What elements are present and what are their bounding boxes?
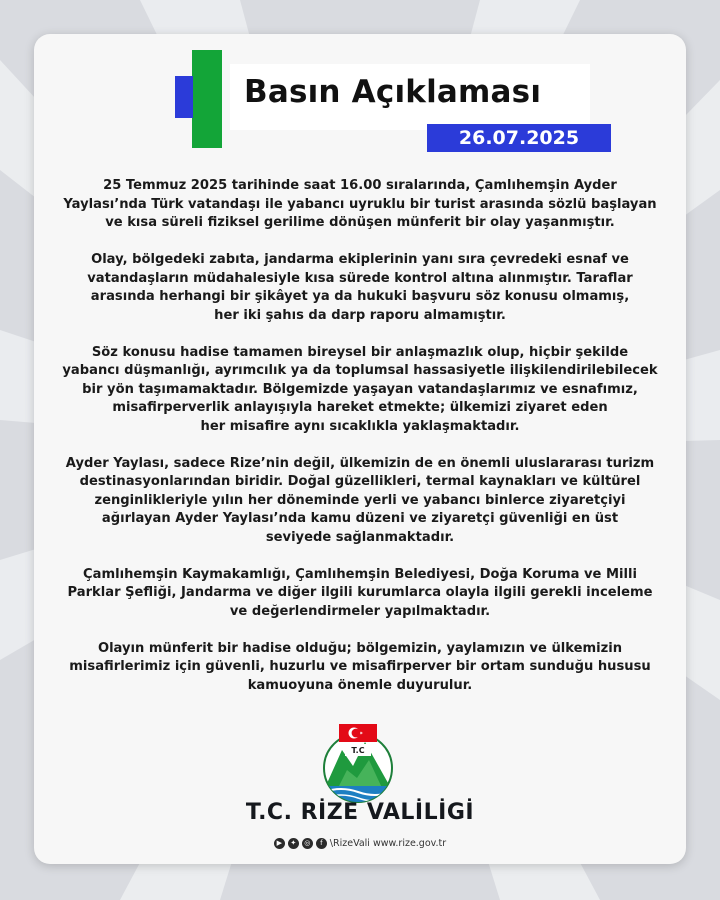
body-line: kamuoyuna önemle duyurulur. <box>247 677 473 693</box>
body-line: Olay, bölgedeki zabıta, jandarma ekiplerinin yanı sıra çevredeki esnaf ve <box>91 252 629 267</box>
body-line: seviyede sağlanmaktadır. <box>265 529 455 545</box>
rize-governorship-seal-icon <box>317 720 399 806</box>
logo-badge-text: T.C <box>351 746 365 755</box>
body-line: Yaylası’nda Türk vatandaşı ile yabancı uyruklu bir turist arasında sözlü başlayan <box>63 196 657 212</box>
facebook-icon[interactable]: f <box>316 838 327 849</box>
body-line: her iki şahıs da darp raporu almamıştır. <box>214 307 506 323</box>
body-line: Parklar Şefliği, Jandarma ve diğer ilgili kurumlarca olayla ilgili gerekli inceleme <box>67 585 653 600</box>
instagram-icon[interactable]: ◎ <box>302 838 313 849</box>
organization-name: T.C. RİZE VALİLİGİ <box>245 800 475 825</box>
twitter-icon[interactable]: ✦ <box>288 838 299 849</box>
body-line: destinasyonlarından biridir. Doğal güzellikleri, termal kaynakları ve kültürel <box>79 474 641 489</box>
youtube-icon[interactable]: ▶ <box>274 838 285 849</box>
blue-accent-bar <box>175 76 193 118</box>
green-accent-bar <box>192 50 222 148</box>
body-line: arasında herhangi bir şikâyet ya da hukuki başvuru söz konusu olmamış, <box>90 289 630 304</box>
body-paragraph <box>50 177 670 233</box>
body-paragraph <box>50 455 670 548</box>
body-line: ve değerlendirmeler yapılmaktadır. <box>229 603 491 619</box>
page-title: Basın Açıklaması <box>244 74 542 110</box>
social-handle-text: \RizeVali www.rize.gov.tr <box>329 838 447 849</box>
body-line: misafirlerimiz için güvenli, huzurlu ve misafirperver bir ortam sunduğu hususu <box>69 659 651 674</box>
body-line: ve kısa süreli fiziksel gerilime dönüşen münferit bir olay yaşanmıştır. <box>105 215 615 230</box>
body-paragraph <box>50 251 670 325</box>
press-release-card <box>34 34 686 864</box>
body-paragraph <box>50 640 670 696</box>
body-paragraph <box>50 566 670 622</box>
body-line: vatandaşların müdahalesiyle kısa sürede kontrol altına alınmıştır. Taraflar <box>87 270 633 286</box>
press-release-body <box>50 177 670 714</box>
body-line: bir yön taşımamaktadır. Bölgemizde yaşayan vatandaşlarımız ve esnafımız, <box>82 381 638 397</box>
body-line: misafirperverlik anlayışıyla hareket etmekte; ülkemizi ziyaret eden <box>112 400 608 415</box>
body-line: Söz konusu hadise tamamen bireysel bir anlaşmazlık olup, hiçbir şekilde <box>91 344 629 360</box>
body-line: Ayder Yaylası, sadece Rize’nin değil, ülkemizin de en önemli uluslararası turizm <box>65 455 655 471</box>
date-badge: 26.07.2025 <box>427 124 611 152</box>
title-box <box>230 64 590 130</box>
body-line: 25 Temmuz 2025 tarihinde saat 16.00 sıralarında, Çamlıhemşin Ayder <box>103 178 617 193</box>
body-line: her misafire aynı sıcaklıkla yaklaşmaktadır. <box>200 418 520 434</box>
social-links <box>34 838 686 849</box>
body-paragraph <box>50 344 670 437</box>
body-line: Çamlıhemşin Kaymakamlığı, Çamlıhemşin Belediyesi, Doğa Koruma ve Milli <box>83 566 637 582</box>
body-line: yabancı düşmanlığı, ayrımcılık ya da toplumsal hassasiyetle ilişkilendirilebilecek <box>62 363 658 378</box>
body-line: zenginlikleriyle yılın her döneminde yerli ve yabancı binlerce ziyaretçiyi <box>94 492 626 508</box>
body-line: ağırlayan Ayder Yaylası’nda kamu düzeni ve ziyaretçi güvenliği en üst <box>101 511 619 526</box>
body-line: Olayın münferit bir hadise olduğu; bölgemizin, yaylamızın ve ülkemizin <box>97 640 623 656</box>
